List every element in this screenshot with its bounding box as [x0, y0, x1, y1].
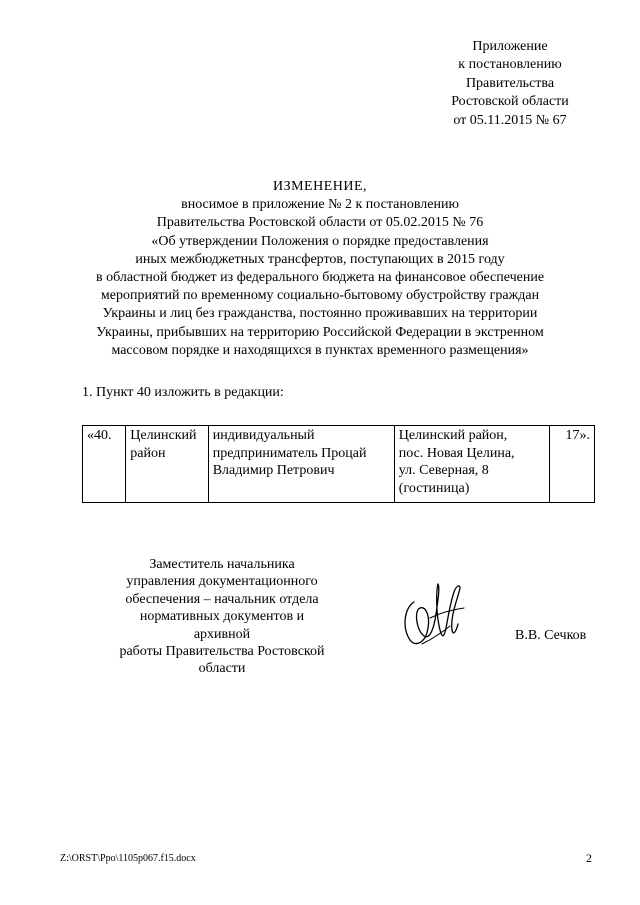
title-line: в областной бюджет из федерального бюджета на финансовое обеспечение [95, 270, 545, 286]
count-value: 17». [565, 428, 590, 443]
appendix-line: от 05.11.2015 № 67 [453, 112, 567, 128]
table-row [83, 426, 595, 503]
row-number: «40. [87, 428, 112, 443]
signer-name: В.В. Сечков [515, 628, 587, 643]
entity-line: предприниматель Процай [212, 445, 367, 461]
title-line: иных межбюджетных трансфертов, поступающих в 2015 году [135, 251, 505, 267]
appendix-line: Ростовской области [451, 94, 569, 110]
title-line: вносимое в приложение № 2 к постановлению [181, 197, 459, 213]
title-line: Правительства Ростовской области от 05.02.2015 № 76 [156, 215, 484, 231]
title-heading: ИЗМЕНЕНИЕ, [272, 179, 368, 194]
title-line: «Об утверждении Положения о порядке предоставления [151, 233, 489, 249]
address-line: ул. Северная, 8 [398, 463, 489, 478]
signer-position [112, 556, 332, 678]
item-instruction: 1. Пункт 40 изложить в редакции: [82, 385, 284, 400]
title-line: массовом порядке и находящихся в пунктах временного размещения» [111, 342, 529, 358]
appendix-line: Приложение [472, 39, 548, 54]
appendix-line: к постановлению [458, 57, 562, 73]
amendment-table [82, 425, 595, 503]
address-line: пос. Новая Целина, [398, 445, 515, 461]
title-line: мероприятий по временному социально-бытовому обустройству граждан [100, 288, 540, 304]
signer-position-line: работы Правительства Ростовской области [119, 644, 325, 677]
appendix-line: Правительства [465, 75, 555, 91]
entity-line: Владимир Петрович [212, 463, 335, 478]
title-line: Украины и лиц без гражданства, постоянно проживавших на территории [102, 306, 538, 322]
signer-position-line: обеспечения – начальник отдела [125, 591, 319, 607]
cell-count [549, 426, 594, 503]
appendix-reference [420, 38, 600, 130]
district-line: Целинский [130, 428, 197, 443]
address-line: (гостиница) [398, 480, 470, 496]
district-line: район [130, 445, 166, 461]
page-number: 2 [586, 851, 592, 865]
cell-entity [208, 426, 394, 503]
footer-file-path: Z:\ORST\Ppo\1105p067.f15.docx [60, 853, 196, 864]
document-title [70, 178, 570, 360]
entity-line: индивидуальный [212, 428, 315, 443]
cell-address [394, 426, 549, 503]
cell-number [83, 426, 126, 503]
signer-position-line: Заместитель начальника [149, 557, 295, 572]
address-line: Целинский район, [398, 428, 508, 443]
cell-district [126, 426, 208, 503]
title-line: Украины, прибывших на территорию Российской Федерации в экстренном [96, 324, 544, 340]
signer-position-line: управления документационного [126, 574, 318, 590]
handwritten-signature-image [400, 578, 472, 652]
signer-position-line: нормативных документов и архивной [139, 609, 305, 642]
